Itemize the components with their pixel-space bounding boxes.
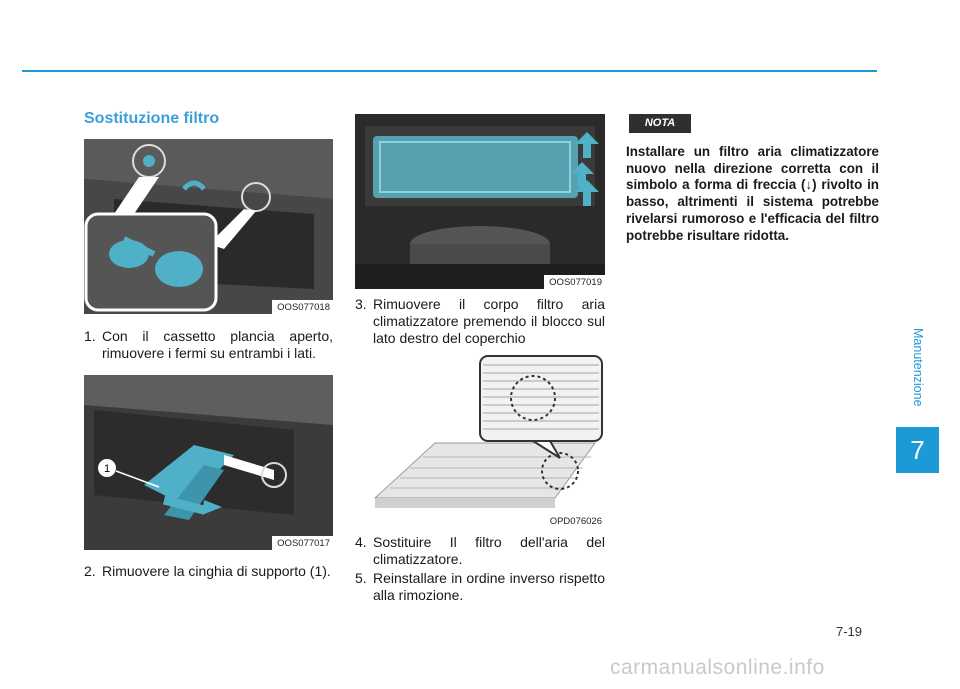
nota-badge: NOTA [629,114,691,133]
figure-filter-element [355,353,605,528]
step-number: 3. [355,296,367,312]
step-text: Reinstallare in ordine inverso rispetto alla rimozione. [373,570,605,603]
figure-code: OOS077019 [544,275,605,289]
figure-support-strap [84,375,333,550]
step-1 [84,328,333,362]
page-number: 7-19 [836,624,863,639]
step-number: 1. [84,328,96,344]
step-text: Con il cassetto plancia aperto, rimuovere i fermi su entrambi i lati. [102,328,333,361]
step-5 [355,570,605,604]
step-3 [355,296,605,347]
figure-code: OOS077017 [272,536,333,550]
step-4 [355,534,605,568]
step-number: 2. [84,563,96,579]
callout-number: 1 [103,463,111,475]
chapter-tab: 7 [896,427,939,473]
figure-code: OOS077018 [272,300,333,314]
step-number: 4. [355,534,367,550]
watermark: carmanualsonline.info [610,656,825,679]
figure-glovebox-clips [84,139,333,314]
filter-element-illustration [355,353,605,528]
glovebox-clips-illustration [84,139,333,314]
nota-text: Installare un filtro aria climatizzatore nuovo nella direzione corretta con il simbolo a forma di freccia (↓) rivolto in basso, altrimenti il sistema potrebbe rivelarsi rumoroso e l'efficacia del filtro potrebbe risultare ridotta. [626,144,879,243]
filter-housing-illustration [355,114,605,289]
figure-code: OPD076026 [545,514,605,528]
figure-filter-housing [355,114,605,289]
step-text: Sostituire Il filtro dell'aria del climatizzatore. [373,534,605,567]
step-text: Rimuovere il corpo filtro aria climatizzatore premendo il blocco sul lato destro del coperchio [373,296,605,346]
section-title: Sostituzione filtro [84,110,220,127]
step-text: Rimuovere la cinghia di supporto (1). [102,563,331,579]
section-side-label: Manutenzione [911,328,925,407]
support-strap-illustration [84,375,333,550]
step-2 [84,563,333,580]
top-rule [22,70,877,72]
step-number: 5. [355,570,367,586]
